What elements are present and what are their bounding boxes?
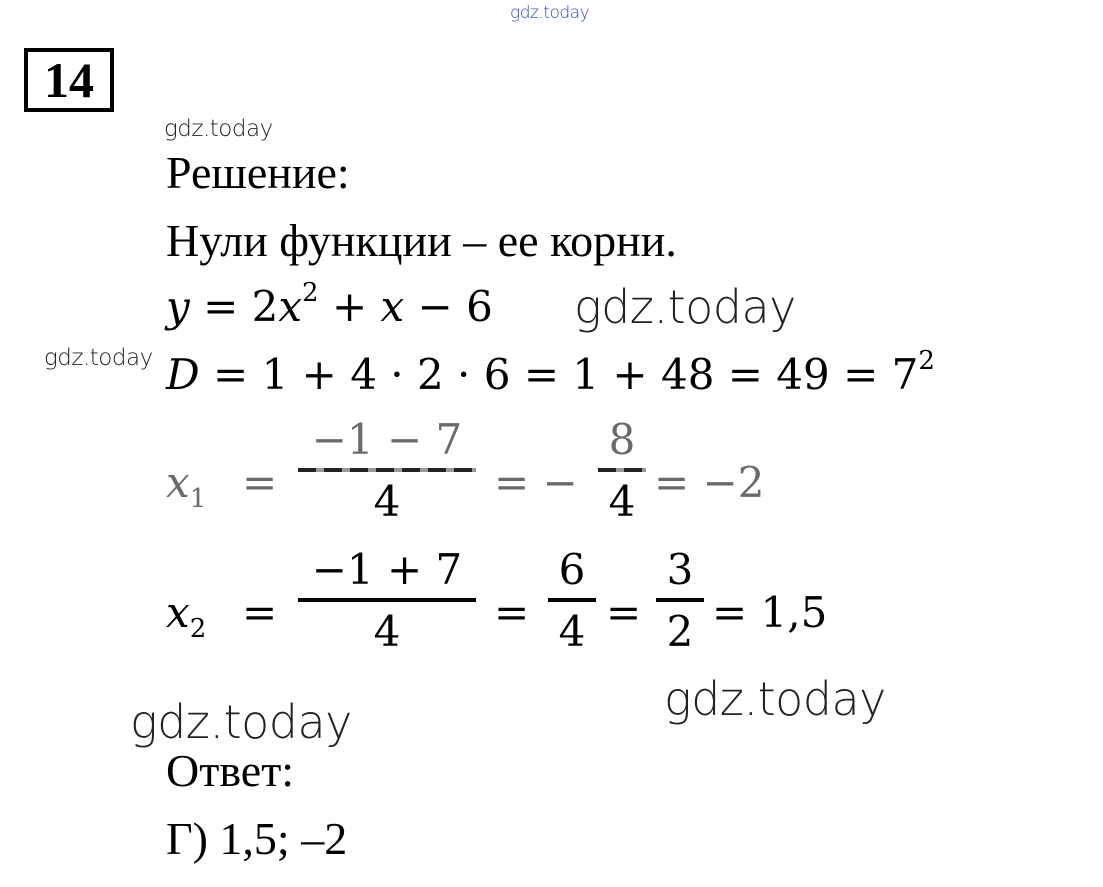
x2-fraction-bar-2	[548, 598, 596, 602]
x1-sub: 1	[189, 484, 207, 514]
statement-text: Нули функции – ее корни.	[166, 215, 677, 266]
x2-eq1: =	[242, 588, 278, 637]
x2-denominator-2: 4	[558, 607, 586, 656]
x2-var: x	[166, 588, 190, 637]
discriminant-line	[166, 346, 935, 399]
x1-fraction-bar-1	[298, 468, 476, 472]
task-number-box: 14	[24, 48, 114, 112]
discriminant-lhs: D	[166, 350, 200, 399]
x1-result: = −2	[654, 458, 765, 507]
watermark-right: gdz.today	[664, 672, 886, 726]
equation-x2: x	[380, 282, 405, 331]
x2-sub: 2	[189, 614, 207, 644]
equation-exponent: 2	[302, 278, 319, 308]
equation-rhs-c: − 6	[404, 282, 493, 331]
x2-label	[166, 588, 207, 644]
x2-numerator-3: 3	[666, 545, 694, 594]
x2-denominator-3: 2	[666, 607, 694, 656]
x1-var: x	[166, 458, 190, 507]
answer-heading: Ответ:	[166, 745, 295, 796]
x2-fraction-3	[656, 546, 704, 656]
solution-heading: Решение:	[166, 147, 350, 198]
x2-fraction-bar-3	[656, 598, 704, 602]
x1-fraction-bar-2	[598, 468, 646, 472]
x1-numerator-2: 8	[608, 415, 636, 464]
equation-rhs-a: = 2	[189, 282, 279, 331]
x2-numerator-2: 6	[558, 545, 586, 594]
answer-text: Г) 1,5; –2	[166, 813, 348, 864]
x2-eq2: =	[494, 588, 530, 637]
x2-fraction-1	[298, 546, 476, 656]
x2-numerator-1: −1 + 7	[311, 545, 463, 594]
equation-lhs: y	[166, 282, 190, 331]
x1-numerator-1: −1 − 7	[311, 415, 463, 464]
discriminant-exponent: 2	[918, 346, 935, 376]
discriminant-rhs: = 1 + 4 · 2 · 6 = 1 + 48 = 49 = 7	[199, 350, 919, 399]
equation-x: x	[278, 282, 303, 331]
x2-fraction-bar-1	[298, 598, 476, 602]
x2-eq3: =	[606, 588, 642, 637]
x2-result: = 1,5	[712, 588, 828, 637]
x1-fraction-2	[598, 416, 646, 526]
watermark-top: gdz.today	[510, 3, 590, 23]
x1-fraction-1	[298, 416, 476, 526]
watermark-bottom: gdz.today	[130, 695, 352, 749]
x1-eq2: = −	[494, 458, 578, 507]
x1-label	[166, 458, 207, 514]
equation-rhs-b: +	[318, 282, 381, 331]
watermark-equation: gdz.today	[574, 280, 796, 334]
function-equation	[166, 278, 493, 331]
x2-denominator-1: 4	[373, 607, 401, 656]
x1-eq1: =	[242, 458, 278, 507]
x2-fraction-2	[548, 546, 596, 656]
x1-denominator-1: 4	[373, 477, 401, 526]
x1-denominator-2: 4	[608, 477, 636, 526]
watermark-small: gdz.today	[164, 116, 273, 142]
watermark-left: gdz.today	[44, 345, 153, 371]
